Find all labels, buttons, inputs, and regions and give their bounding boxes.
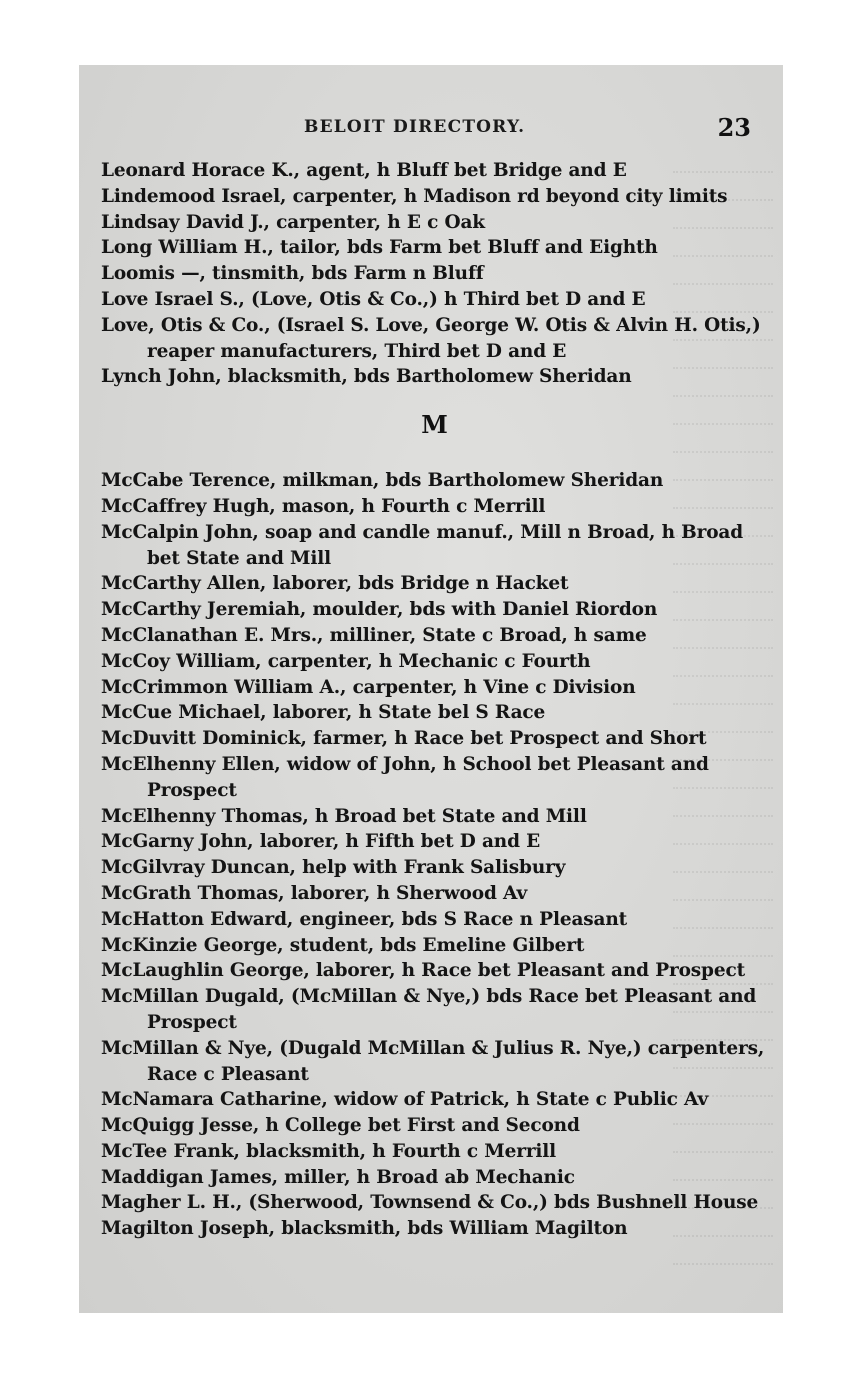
page-header (79, 113, 783, 143)
directory-entry: McCue Michael, laborer, h State bel S Race (101, 702, 546, 724)
section-letter-heading: M (421, 410, 449, 440)
directory-entry: Leonard Horace K., agent, h Bluff bet Bridge and E (101, 160, 627, 181)
directory-entry: Long William H., tailor, bds Farm bet Bluff and Eighth (101, 237, 658, 259)
directory-entry: McMillan Dugald, (McMillan & Nye,) bds Race bet Pleasant and Prospect (101, 986, 757, 1033)
directory-entry: McGrath Thomas, laborer, h Sherwood Av (101, 882, 528, 904)
directory-entry: Love Israel S., (Love, Otis & Co.,) h Third bet D and E (101, 288, 646, 310)
directory-entry: McCaffrey Hugh, mason, h Fourth c Merrill (101, 495, 546, 517)
page-number: 23 (717, 113, 751, 142)
directory-entry: Maddigan James, miller, h Broad ab Mechanic (101, 1166, 575, 1188)
directory-entry: McTee Frank, blacksmith, h Fourth c Merrill (101, 1140, 557, 1162)
directory-entries (101, 158, 769, 1242)
entries-m-section (101, 468, 769, 1242)
directory-entry: McLaughlin George, laborer, h Race bet Pleasant and Prospect (101, 960, 745, 982)
directory-entry: Love, Otis & Co., (Israel S. Love, George W. Otis & Alvin H. Otis,) reaper manufacturers, Third bet D and E (101, 314, 761, 362)
directory-entry: McCalpin John, soap and candle manuf., Mill n Broad, h Broad bet State and Mill (101, 521, 744, 569)
directory-entry: McDuvitt Dominick, farmer, h Race bet Prospect and Short (101, 728, 707, 750)
directory-entry: Lindemood Israel, carpenter, h Madison rd beyond city limits (101, 185, 728, 207)
running-title: BELOIT DIRECTORY. (304, 117, 526, 137)
directory-entry: McClanathan E. Mrs., milliner, State c Broad, h same (101, 624, 647, 646)
directory-entry: McCarthy Allen, laborer, bds Bridge n Hacket (101, 573, 569, 595)
directory-entry: McElhenny Thomas, h Broad bet State and Mill (101, 805, 587, 827)
directory-page (79, 65, 783, 1313)
directory-entry: McKinzie George, student, bds Emeline Gilbert (101, 934, 585, 956)
directory-entry: McCarthy Jeremiah, moulder, bds with Daniel Riordon (101, 599, 658, 621)
directory-entry: Lindsay David J., carpenter, h E c Oak (101, 211, 485, 233)
directory-entry: Lynch John, blacksmith, bds Bartholomew Sheridan (101, 366, 632, 388)
directory-entry: McQuigg Jesse, h College bet First and Second (101, 1115, 580, 1137)
directory-entry: McCrimmon William A., carpenter, h Vine c Division (101, 676, 636, 698)
directory-entry: McGilvray Duncan, help with Frank Salisbury (101, 857, 566, 879)
directory-entry: McNamara Catharine, widow of Patrick, h State c Public Av (101, 1089, 709, 1111)
directory-entry: McMillan & Nye, (Dugald McMillan & Julius R. Nye,) carpenters, Race c Pleasant (101, 1037, 765, 1085)
directory-entry: Loomis —, tinsmith, bds Farm n Bluff (101, 263, 484, 285)
directory-entry: Magher L. H., (Sherwood, Townsend & Co.,) bds Bushnell House (101, 1192, 759, 1214)
directory-entry: McGarny John, laborer, h Fifth bet D and E (101, 831, 541, 853)
directory-entry: McCabe Terence, milkman, bds Bartholomew Sheridan (101, 470, 664, 492)
directory-entry: McCoy William, carpenter, h Mechanic c Fourth (101, 650, 591, 672)
directory-entry: Magilton Joseph, blacksmith, bds William Magilton (101, 1218, 628, 1240)
directory-entry: McElhenny Ellen, widow of John, h School bet Pleasant and Prospect (101, 753, 709, 801)
entries-l-section (101, 158, 769, 390)
directory-entry: McHatton Edward, engineer, bds S Race n Pleasant (101, 908, 628, 930)
